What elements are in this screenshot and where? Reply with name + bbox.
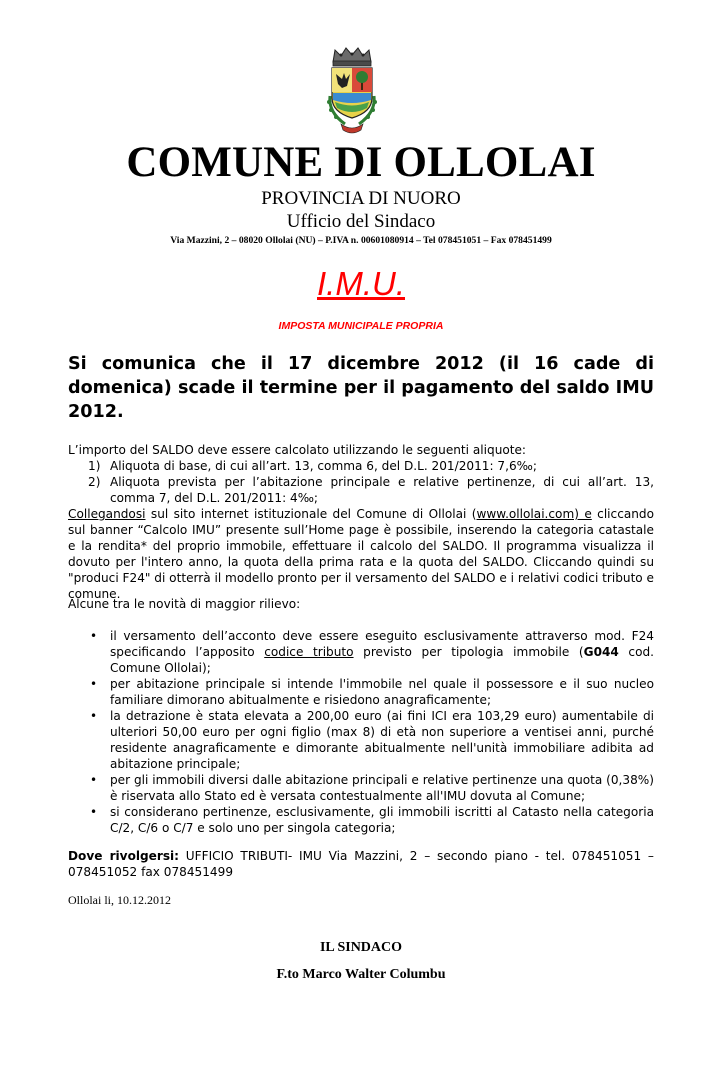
bullet-icon: •: [90, 805, 98, 819]
paragraph-text: sul sito internet istituzionale del Comune di Ollolai (: [145, 507, 477, 521]
list-item: [88, 676, 654, 708]
document-date: Ollolai li, 10.12.2012: [68, 893, 171, 907]
rate-text: Aliquota di base, di cui all’art. 13, comma 6, del D.L. 201/2011: 7,6‰;: [110, 459, 537, 473]
collegandosi-text: Collegandosi: [68, 507, 146, 521]
signature-name: F.to Marco Walter Columbu: [276, 967, 446, 982]
office-name: Ufficio del Sindaco: [286, 211, 436, 232]
rate-text: Aliquota prevista per l’abitazione principale e relative pertinenze, di cui all’art. 13, comma 7, del D.L. 201/2011: 4‰;: [110, 475, 654, 505]
imu-subtitle: IMPOSTA MUNICIPALE PROPRIA: [278, 320, 444, 332]
bullet-text: si considerano pertinenze, esclusivamente, gli immobili iscritti al Catasto nella categoria C/2, C/6 o C/7 e solo uno per singola categoria;: [110, 805, 654, 835]
contact-text: UFFICIO TRIBUTI- IMU Via Mazzini, 2 – secondo piano - tel. 078451051 – 078451052 fax 078451499: [68, 849, 654, 879]
signature-role: IL SINDACO: [319, 940, 403, 955]
calculation-paragraph: [68, 506, 654, 602]
website-link[interactable]: www.ollolai.com) e: [476, 507, 592, 521]
province-name: PROVINCIA DI NUORO: [261, 188, 461, 209]
list-item: [88, 628, 654, 676]
bullet-icon: •: [90, 773, 98, 787]
bullet-text: il versamento dell’acconto deve essere eseguito esclusivamente attraverso mod. F24 specificando l’apposito: [110, 629, 654, 659]
address-line: Via Mazzini, 2 – 08020 Ollolai (NU) – P.IVA n. 00601080914 – Tel 078451051 – Fax 078451499: [170, 235, 552, 246]
bullet-text: per abitazione principale si intende l'immobile nel quale il possessore e il suo nucleo familiare dimorano abitualmente e risiedono anagraficamente;: [110, 677, 654, 707]
bullet-text: per gli immobili diversi dalle abitazione principali e relative pertinenze una quota (0,38%) è riservata allo Stato ed è versata contestualmente all'IMU dovuta al Comune;: [110, 773, 654, 803]
deadline-announcement: Si comunica che il 17 dicembre 2012 (il 16 cade di domenica) scade il termine per il pagamento del saldo IMU 2012.: [68, 354, 654, 422]
list-item: [88, 708, 654, 772]
rates-list: [88, 458, 654, 506]
list-number: 1): [88, 459, 101, 473]
list-item: [88, 804, 654, 836]
bullet-text: la detrazione è stata elevata a 200,00 euro (ai fini ICI era 103,29 euro) aumentabile di ulteriori 50,00 euro per ogni figlio (max 8) di età non superiore a ventisei anni, purché residente anagraficamente e dimorante abitualmente nell'unità immobiliare adibita ad abitazione principale;: [110, 709, 654, 771]
ollolai-coat-of-arms-icon: [323, 46, 381, 134]
list-item: [88, 458, 654, 474]
imu-heading: I.M.U.: [317, 265, 405, 302]
list-number: 2): [88, 475, 101, 489]
codice-tributo-text: codice tributo: [264, 645, 354, 659]
bullet-text: cod. Comune Ollolai);: [110, 645, 654, 675]
paragraph-text: cliccando sul banner “Calcolo IMU” presente sull’Home page è possibile, inserendo la categoria catastale e la rendita* del proprio immobile, effettuare il calcolo del SALDO. Il programma visualizza il dovuto per l'intero anno, la quota della prima rata e la quota del SALDO. Cliccando quindi su "produci F24" di otterrà il modello pronto per il versamento del SALDO e i relativi codici tributo e comune.: [68, 507, 654, 601]
bullet-icon: •: [90, 629, 98, 643]
bullet-icon: •: [90, 709, 98, 723]
list-item: [88, 772, 654, 804]
contact-info: [68, 848, 654, 880]
rates-intro: L’importo del SALDO deve essere calcolato utilizzando le seguenti aliquote:: [68, 443, 527, 457]
novelties-intro: Alcune tra le novità di maggior rilievo:: [68, 597, 301, 611]
contact-label: Dove rivolgersi:: [68, 849, 180, 863]
bullet-icon: •: [90, 677, 98, 691]
list-item: [88, 474, 654, 506]
novelties-list: [88, 628, 654, 836]
municipality-title: COMUNE DI OLLOLAI: [126, 139, 596, 186]
tax-code: G044: [583, 645, 619, 659]
bullet-text: previsto per tipologia immobile (: [353, 645, 584, 659]
